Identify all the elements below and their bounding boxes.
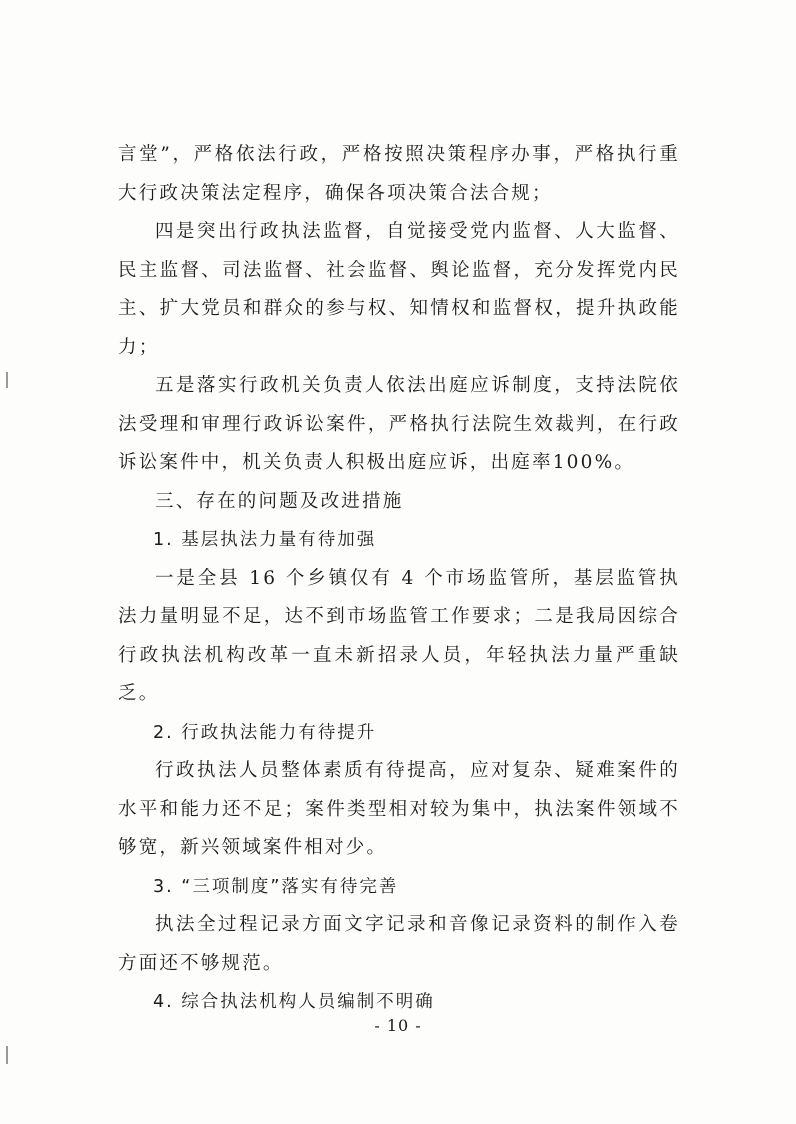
item-text: 行政执法人员整体素质有待提高，应对复杂、疑难案件的水平和能力还不足；案件类型相对较为集中，执法案件领域不够宽，新兴领域案件相对少。 — [118, 760, 680, 858]
item-heading: 3. “三项制度”落实有待完善 — [153, 876, 399, 897]
item-text: 执法全过程记录方面文字记录和音像记录资料的制作入卷方面还不够规范。 — [118, 914, 680, 974]
item-heading: 4. 综合执法机构人员编制不明确 — [153, 992, 435, 1012]
paragraph-continuation: 言堂”，严格依法行政，严格按照决策程序办事，严格执行重大行政决策法定程序，确保各项决策合法合规； — [118, 144, 680, 204]
body-text — [118, 136, 680, 1022]
binding-mark — [6, 372, 8, 388]
paragraph-point-five: 五是落实行政机关负责人依法出庭应诉制度，支持法院依法受理和审理行政诉讼案件，严格执行法院生效裁判，在行政诉讼案件中，机关负责人积极出庭应诉，出庭率100%。 — [118, 375, 680, 473]
item-heading: 2. 行政执法能力有待提升 — [153, 722, 377, 743]
paragraph-point-four: 四是突出行政执法监督，自觉接受党内监督、人大监督、民主监督、司法监督、社会监督、舆论监督，充分发挥党内民主、扩大党员和群众的参与权、知情权和监督权，提升执政能力； — [118, 221, 680, 358]
page-number: - 10 - — [374, 1016, 422, 1035]
item-text: 一是全县 16 个乡镇仅有 4 个市场监管所，基层监管执法力量明显不足，达不到市场监管工作要求；二是我局因综合行政执法机构改革一直未新招录人员，年轻执法力量严重缺乏。 — [118, 567, 680, 704]
section-heading: 三、存在的问题及改进措施 — [155, 490, 404, 512]
item-heading: 1. 基层执法力量有待加强 — [153, 530, 377, 550]
binding-mark — [6, 1046, 8, 1064]
